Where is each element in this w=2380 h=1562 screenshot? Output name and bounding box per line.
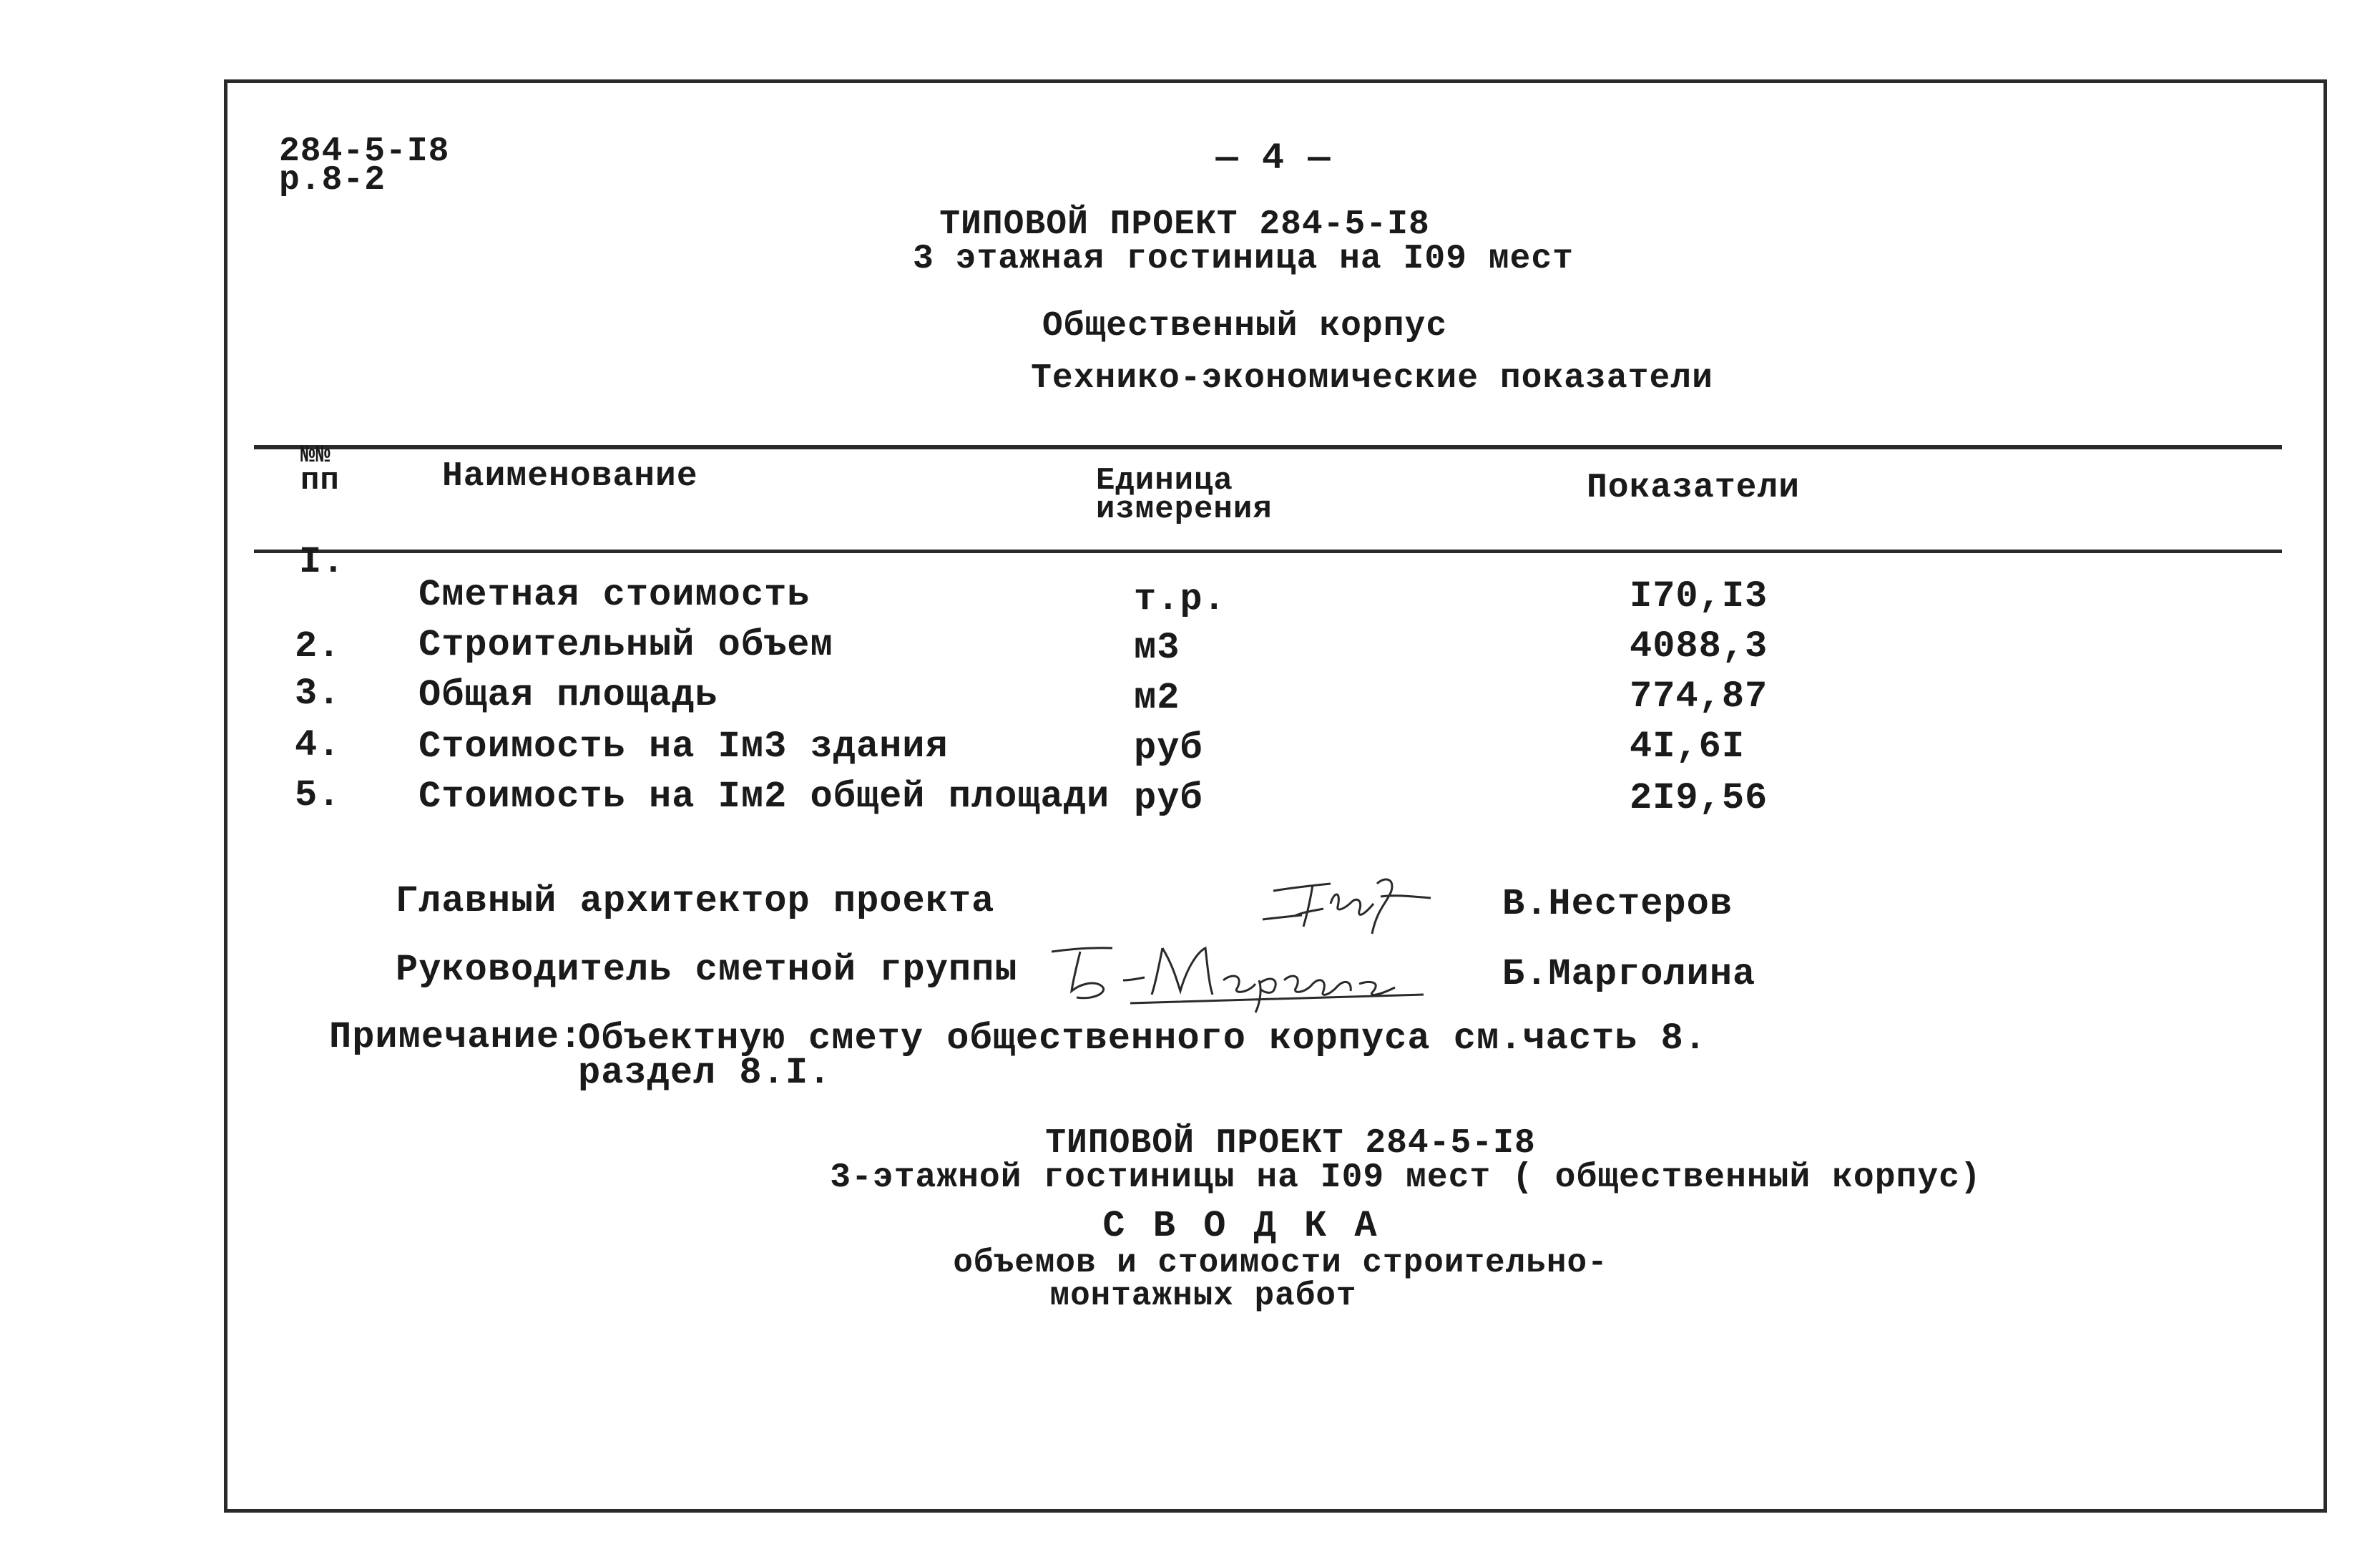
row-4-name: Стоимость на Iм3 здания xyxy=(418,726,949,768)
page-number: — 4 — xyxy=(1215,137,1331,180)
estimate-head-name: Б.Марголина xyxy=(1502,953,1756,995)
row-5-name: Стоимость на Iм2 общей площади xyxy=(418,776,1110,818)
chief-architect-label: Главный архитектор проекта xyxy=(396,880,995,922)
row-2-number: 2. xyxy=(295,625,341,668)
row-2-value: 4088,3 xyxy=(1630,625,1768,668)
row-1-number: I. xyxy=(299,541,346,583)
col-header-number-sub: пп xyxy=(300,463,340,499)
row-5-unit: руб xyxy=(1134,777,1203,819)
note-line-1: Объектную смету общественного корпуса см.часть 8. xyxy=(578,1017,1708,1060)
footer-summary-title: С В О Д К А xyxy=(1102,1205,1380,1247)
row-4-value: 4I,6I xyxy=(1630,726,1745,768)
row-3-value: 774,87 xyxy=(1630,675,1768,718)
table-header-rule xyxy=(254,550,2282,553)
footer-summary-line-2: монтажных работ xyxy=(1049,1277,1357,1314)
row-4-unit: руб xyxy=(1134,727,1203,769)
row-1-name: Сметная стоимость xyxy=(418,574,811,616)
footer-project-title: ТИПОВОЙ ПРОЕКТ 284-5-I8 xyxy=(1045,1124,1536,1163)
estimate-head-label: Руководитель сметной группы xyxy=(396,949,1018,991)
footer-project-subtitle: 3-этажной гостиницы на I09 мест ( общественный корпус) xyxy=(830,1158,1982,1197)
row-5-value: 2I9,56 xyxy=(1630,777,1768,819)
col-header-number: №№ xyxy=(300,442,331,469)
building-name: Общественный корпус xyxy=(1042,307,1448,346)
estimate-head-signature xyxy=(1044,923,1459,1016)
project-subtitle: 3 этажная гостиница на I09 мест xyxy=(913,240,1574,278)
table-heading: Технико-экономические показатели xyxy=(1031,359,1713,398)
row-3-unit: м2 xyxy=(1134,677,1180,719)
row-3-name: Общая площадь xyxy=(418,674,718,716)
row-4-number: 4. xyxy=(295,724,341,766)
row-1-unit: т.р. xyxy=(1134,578,1226,620)
row-1-value: I70,I3 xyxy=(1630,575,1768,618)
footer-summary-line-1: объемов и стоимости строительно- xyxy=(953,1244,1608,1282)
row-2-unit: м3 xyxy=(1134,627,1180,669)
col-header-unit: Единица xyxy=(1096,463,1233,499)
row-2-name: Строительный объем xyxy=(418,624,833,666)
doc-code: 284-5-I8 xyxy=(279,132,450,171)
chief-architect-name: В.Нестеров xyxy=(1502,883,1733,925)
note-line-2: раздел 8.I. xyxy=(578,1052,832,1094)
col-header-value: Показатели xyxy=(1587,469,1801,507)
col-header-name: Наименование xyxy=(442,457,698,496)
row-5-number: 5. xyxy=(295,774,341,816)
note-label: Примечание: xyxy=(329,1016,583,1058)
project-title: ТИПОВОЙ ПРОЕКТ 284-5-I8 xyxy=(939,205,1430,244)
col-header-unit-sub: измерения xyxy=(1096,492,1273,527)
doc-section-code: р.8-2 xyxy=(279,161,386,200)
table-top-rule xyxy=(254,445,2282,449)
row-3-number: 3. xyxy=(295,673,341,715)
